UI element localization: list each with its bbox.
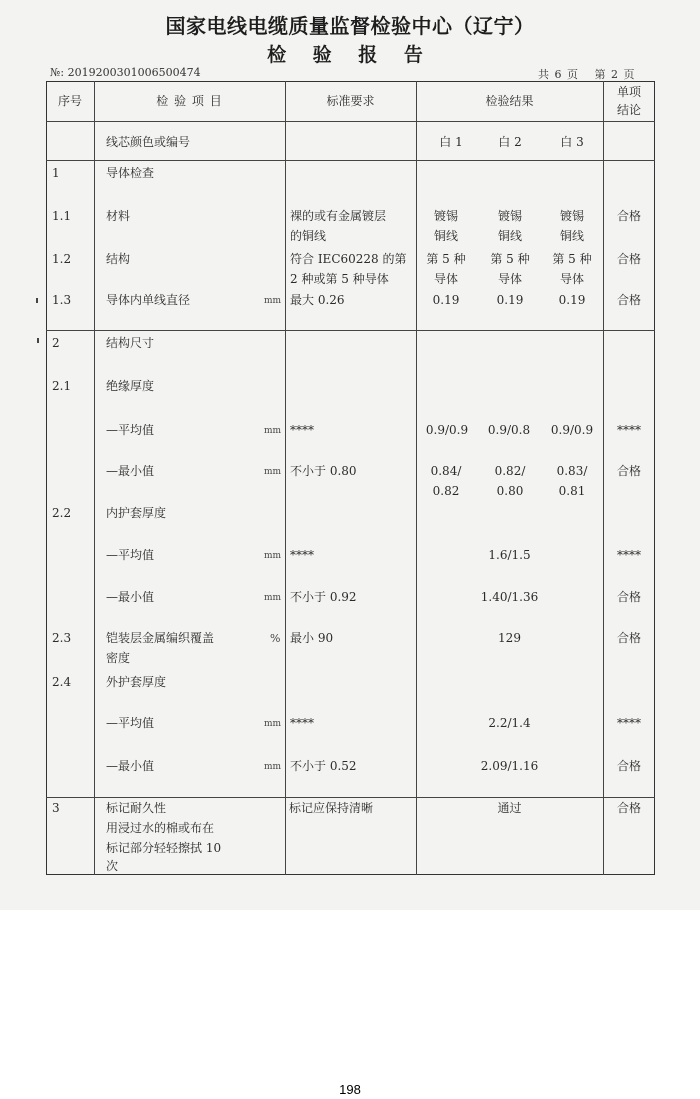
col-header-conclusion-line2: 结论	[616, 103, 641, 117]
row-requirement-line2: 的铜线	[290, 229, 327, 243]
result-core-3: 0.83/	[556, 464, 588, 478]
result-core-2: 0.9/0.8	[487, 423, 531, 437]
page-current: 第 2 页	[594, 68, 635, 81]
row-no: 1.1	[52, 209, 72, 223]
row-item-line2: 用浸过水的棉或布在	[106, 821, 215, 835]
row-item: 导体内单线直径	[106, 293, 191, 307]
result-core-3-line2: 0.81	[558, 484, 586, 498]
row-conclusion: 合格	[616, 464, 641, 478]
row-requirement: 最大 0.26	[290, 293, 345, 307]
core-row-divider	[46, 160, 655, 161]
result-merged: 1.6/1.5	[488, 548, 531, 562]
result-merged: 129	[498, 631, 521, 645]
row-requirement: ****	[290, 423, 314, 437]
result-core-1: 0.19	[432, 293, 460, 307]
row-no: 2.3	[52, 631, 72, 645]
binding-mark	[37, 338, 39, 343]
result-core-3: 第 5 种	[552, 252, 592, 266]
row-conclusion: 合格	[616, 293, 641, 307]
row-requirement: ****	[290, 548, 314, 562]
result-core-3-line2: 铜线	[559, 229, 584, 243]
result-core-1-line2: 0.82	[432, 484, 460, 498]
section1-divider	[46, 330, 655, 331]
row-unit: mm	[264, 296, 282, 306]
row-conclusion: 合格	[616, 209, 641, 223]
row-item-line4: 次	[106, 859, 119, 873]
result-core-1: 镀锡	[433, 209, 458, 223]
result-core-1-line2: 导体	[433, 272, 458, 286]
result-core-1: 第 5 种	[426, 252, 466, 266]
row-item: —平均值	[106, 716, 155, 730]
result-core-3: 0.19	[558, 293, 586, 307]
row-item: 内护套厚度	[106, 506, 167, 520]
core-color-label: 线芯颜色或编号	[106, 135, 191, 149]
page-info	[538, 66, 635, 82]
row-conclusion: 合格	[616, 631, 641, 645]
col-header-no: 序号	[57, 94, 82, 108]
result-core-1: 0.9/0.9	[425, 423, 469, 437]
row-unit: mm	[264, 426, 282, 436]
result-merged: 1.40/1.36	[480, 590, 539, 604]
result-core-3: 0.9/0.9	[550, 423, 594, 437]
row-conclusion: 合格	[616, 590, 641, 604]
binding-mark	[36, 298, 38, 303]
row-item: 标记耐久性	[106, 801, 167, 815]
col-header-requirement: 标准要求	[326, 94, 375, 108]
row-item: 材料	[106, 209, 131, 223]
col-header-result: 检验结果	[485, 94, 534, 108]
result-merged: 通过	[497, 801, 522, 815]
col-header-conclusion	[603, 83, 655, 119]
col-header-conclusion-line1: 单项	[616, 85, 641, 99]
row-unit: mm	[264, 719, 282, 729]
row-conclusion: ****	[617, 423, 641, 437]
result-core-1: 0.84/	[430, 464, 462, 478]
result-core-2: 0.19	[496, 293, 524, 307]
row-conclusion: 合格	[616, 801, 641, 815]
row-no: 2	[52, 336, 60, 350]
result-core-2: 镀锡	[497, 209, 522, 223]
row-requirement: 不小于 0.80	[290, 464, 357, 478]
result-core-2-line2: 铜线	[497, 229, 522, 243]
row-item: —最小值	[106, 464, 155, 478]
page-number: 198	[339, 1082, 361, 1097]
row-item: —最小值	[106, 590, 155, 604]
header-divider	[46, 121, 655, 122]
col-divider-1	[94, 81, 95, 875]
core-2: 白 2	[498, 135, 522, 149]
result-merged: 2.2/1.4	[488, 716, 531, 730]
row-requirement: 裸的或有金属镀层	[290, 209, 387, 223]
row-unit: mm	[264, 467, 282, 477]
row-item: 导体检查	[106, 166, 155, 180]
result-core-3-line2: 导体	[559, 272, 584, 286]
row-unit: %	[270, 632, 281, 645]
row-item: —平均值	[106, 423, 155, 437]
row-item: —最小值	[106, 759, 155, 773]
page-total: 共 6 页	[538, 68, 578, 81]
row-no: 2.1	[52, 379, 72, 393]
org-title: 国家电线电缆质量监督检验中心（辽宁）	[165, 14, 535, 38]
row-item-line2: 密度	[106, 651, 131, 665]
row-no: 1.2	[52, 252, 72, 266]
row-item: 外护套厚度	[106, 675, 167, 689]
row-no: 2.4	[52, 675, 72, 689]
core-3: 白 3	[560, 135, 584, 149]
row-unit: mm	[264, 593, 282, 603]
row-conclusion: 合格	[616, 759, 641, 773]
report-title: 检 验 报 告	[267, 44, 433, 66]
result-core-2-line2: 0.80	[496, 484, 524, 498]
row-requirement: 符合 IEC60228 的第	[290, 252, 407, 266]
row-no: 3	[52, 801, 60, 815]
core-1: 白 1	[439, 135, 463, 149]
row-no: 1.3	[52, 293, 72, 307]
row-conclusion: ****	[617, 716, 641, 730]
row-unit: mm	[264, 762, 282, 772]
row-no: 2.2	[52, 506, 72, 520]
row-item: 绝缘厚度	[106, 379, 155, 393]
row-no: 1	[52, 166, 60, 180]
row-conclusion: ****	[617, 548, 641, 562]
row-conclusion: 合格	[616, 252, 641, 266]
row-item: 结构尺寸	[106, 336, 155, 350]
col-divider-2	[285, 81, 286, 875]
result-core-3: 镀锡	[559, 209, 584, 223]
result-core-2: 第 5 种	[490, 252, 530, 266]
row-item: 结构	[106, 252, 131, 266]
result-core-2-line2: 导体	[497, 272, 522, 286]
row-requirement: 不小于 0.92	[290, 590, 357, 604]
row-requirement: 标记应保持清晰	[289, 801, 374, 815]
row-unit: mm	[264, 551, 282, 561]
row-item: —平均值	[106, 548, 155, 562]
row-requirement: 最小 90	[290, 631, 334, 645]
col-header-item: 检 验 项 目	[156, 94, 223, 108]
result-core-1-line2: 铜线	[433, 229, 458, 243]
result-core-2: 0.82/	[494, 464, 526, 478]
row-requirement-line2: 2 种或第 5 种导体	[290, 272, 389, 286]
row-requirement: 不小于 0.52	[290, 759, 357, 773]
row-item-line3: 标记部分轻轻擦拭 10	[106, 841, 222, 855]
result-merged: 2.09/1.16	[480, 759, 539, 773]
report-number: №: 2019200301006500474	[50, 66, 201, 79]
row-requirement: ****	[290, 716, 314, 730]
row-item: 铠装层金属编织覆盖	[106, 631, 215, 645]
